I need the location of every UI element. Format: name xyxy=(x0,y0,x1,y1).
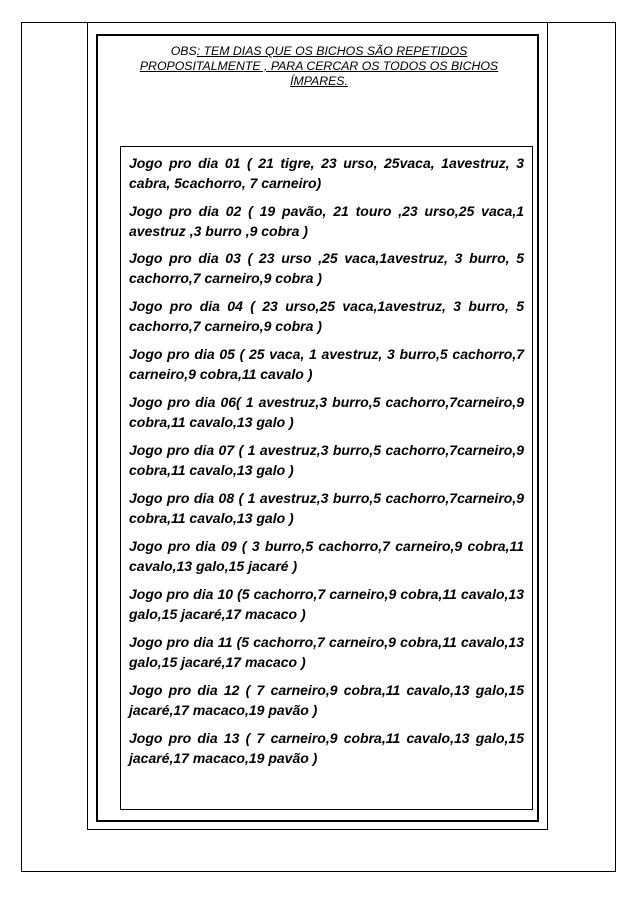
game-entry-day-11: Jogo pro dia 11 (5 cachorro,7 carneiro,9 cobra,11 cavalo,13 galo,15 jacaré,17 macaco ) xyxy=(129,634,524,670)
game-entry-day-03: Jogo pro dia 03 ( 23 urso ,25 vaca,1avestruz, 3 burro, 5 cachorro,7 carneiro,9 cobra ) xyxy=(129,250,524,286)
game-entry-day-07: Jogo pro dia 07 ( 1 avestruz,3 burro,5 cachorro,7carneiro,9 cobra,11 cavalo,13 galo ) xyxy=(129,442,524,478)
header-note-line-3: ÍMPARES. xyxy=(290,74,348,88)
header-note-line-2: PROPOSITALMENTE , PARA CERCAR OS TODOS OS BICHOS xyxy=(139,59,499,73)
header-note-text-1: : TEM DIAS QUE OS BICHOS SÃO REPETIDOS xyxy=(196,44,468,58)
game-entry-day-01: Jogo pro dia 01 ( 21 tigre, 23 urso, 25vaca, 1avestruz, 3 cabra, 5cachorro, 7 carneiro) xyxy=(129,155,524,191)
header-note-line-1 xyxy=(112,44,526,59)
game-entry-day-06: Jogo pro dia 06( 1 avestruz,3 burro,5 cachorro,7carneiro,9 cobra,11 cavalo,13 galo ) xyxy=(129,394,524,430)
game-entry-day-02: Jogo pro dia 02 ( 19 pavão, 21 touro ,23 urso,25 vaca,1 avestruz ,3 burro ,9 cobra ) xyxy=(129,203,524,239)
game-entry-day-08: Jogo pro dia 08 ( 1 avestruz,3 burro,5 cachorro,7carneiro,9 cobra,11 cavalo,13 galo ) xyxy=(129,490,524,526)
game-entry-day-12: Jogo pro dia 12 ( 7 carneiro,9 cobra,11 cavalo,13 galo,15 jacaré,17 macaco,19 pavão ) xyxy=(129,682,524,718)
game-entry-day-04: Jogo pro dia 04 ( 23 urso,25 vaca,1avestruz, 3 burro, 5 cachorro,7 carneiro,9 cobra ) xyxy=(129,298,524,334)
game-entry-day-05: Jogo pro dia 05 ( 25 vaca, 1 avestruz, 3 burro,5 cachorro,7 carneiro,9 cobra,11 cavalo ) xyxy=(129,346,524,382)
game-entry-day-10: Jogo pro dia 10 (5 cachorro,7 carneiro,9 cobra,11 cavalo,13 galo,15 jacaré,17 macaco ) xyxy=(129,586,524,622)
header-note-prefix: OBS xyxy=(170,44,197,58)
header-note xyxy=(112,44,526,89)
game-entry-day-09: Jogo pro dia 09 ( 3 burro,5 cachorro,7 carneiro,9 cobra,11 cavalo,13 galo,15 jacaré ) xyxy=(129,538,524,574)
game-entry-day-13: Jogo pro dia 13 ( 7 carneiro,9 cobra,11 cavalo,13 galo,15 jacaré,17 macaco,19 pavão ) xyxy=(129,730,524,766)
